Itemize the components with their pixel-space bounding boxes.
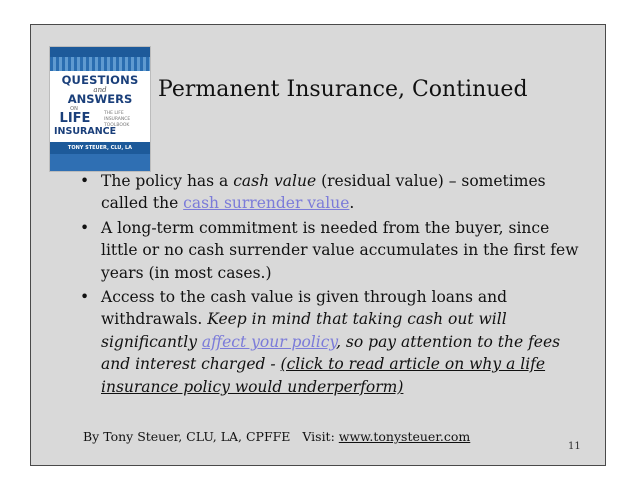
cover-subtitle: THE LIFE INSURANCE TOOLBOOK <box>104 111 131 128</box>
bullet-text: . <box>349 194 355 213</box>
cover-line-questions: QUESTIONS <box>61 73 139 87</box>
affect-your-policy-link[interactable]: affect your policy <box>201 332 337 351</box>
footer-byline: By Tony Steuer, CLU, LA, CPFFE <box>83 429 291 444</box>
footer-visit-label: Visit: <box>302 429 339 444</box>
cover-and: and <box>93 86 107 94</box>
website-link[interactable]: www.tonysteuer.com <box>338 429 471 444</box>
bullet-text: The policy has a <box>101 172 234 190</box>
cover-pattern <box>50 57 150 71</box>
bullet-list <box>79 170 579 400</box>
cover-on: ON <box>70 106 78 112</box>
emphasis-text: Keep in mind that taking cash out will significantly <box>101 310 507 351</box>
page-number: 11 <box>568 441 581 452</box>
slide-title: Permanent Insurance, Continued <box>158 77 528 102</box>
bullet-item <box>79 217 579 284</box>
book-cover-image <box>50 47 150 171</box>
cover-line-answers: ANSWERS <box>67 92 133 106</box>
emphasis-text: , so pay attention to the fees and interest charged - <box>101 332 561 374</box>
bullet-text: Access to the cash value is given through loans and withdrawals. <box>101 288 508 329</box>
bullet-text: A long-term commitment is needed from the buyer, since little or no cash surrender value accumulates in the first few years (in most cases.) <box>101 218 579 282</box>
cover-author: TONY STEUER, CLU, LA <box>50 142 150 154</box>
slide <box>30 24 606 466</box>
cover-line-life: LIFE <box>59 111 91 126</box>
cash-surrender-value-link[interactable]: cash surrender value <box>183 194 350 213</box>
bullet-item <box>79 170 579 215</box>
cover-top-strip <box>50 47 150 57</box>
footer <box>83 429 470 444</box>
cover-line-insurance: INSURANCE <box>54 126 117 137</box>
bullet-item <box>79 286 579 398</box>
underperform-article-link[interactable]: (click to read article on why a life insurance policy would underperform) <box>101 355 546 396</box>
bullet-text: (residual value) – sometimes called the <box>101 172 546 213</box>
cover-bottom-band <box>50 154 150 171</box>
emphasis-text: cash value <box>233 172 317 190</box>
